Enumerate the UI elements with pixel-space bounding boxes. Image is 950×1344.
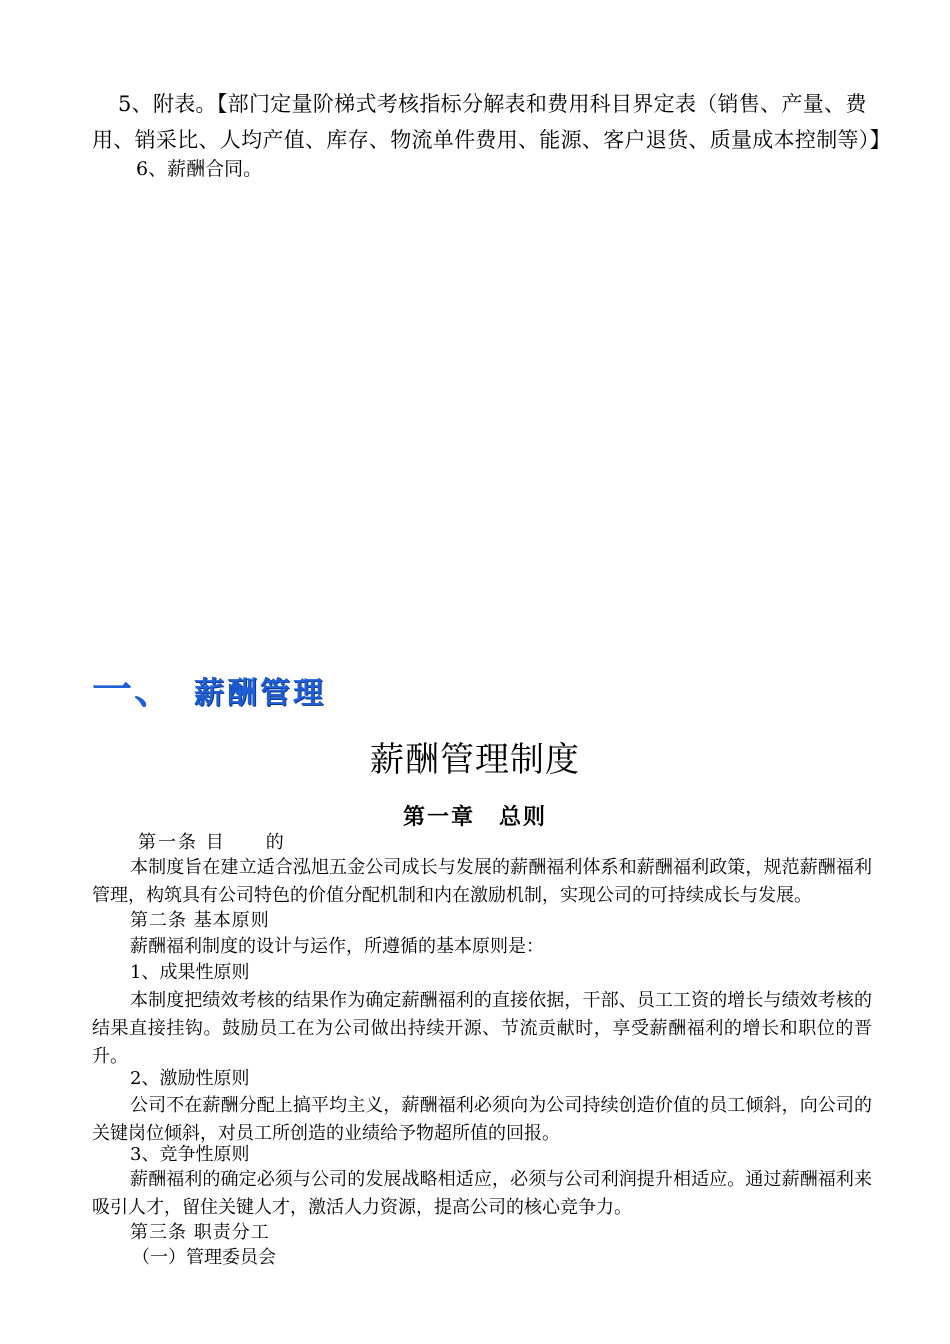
principle-3-body: 薪酬福利的确定必须与公司的发展战略相适应，必须与公司利润提升相适应。通过薪酬福利来吸引人才，留住关键人才，激活人力资源，提高公司的核心竞争力。 <box>92 1169 872 1218</box>
chapter-title: 第一章 总则 <box>402 804 547 830</box>
appendix-item-5-line2: 用、销采比、人均产值、库存、物流单件费用、能源、客户退货、质量成本控制等）】 <box>92 128 891 152</box>
principle-1-heading: 1、成果性原则 <box>130 962 250 983</box>
article-2-heading: 第二条 基本原则 <box>130 910 270 931</box>
document-title: 薪酬管理制度 <box>370 740 580 780</box>
section-title: 薪酬管理 <box>194 676 326 711</box>
article-1-body: 本制度旨在建立适合泓旭五金公司成长与发展的薪酬福利体系和薪酬福利政策，规范薪酬福利管理，构筑具有公司特色的价值分配机制和内在激励机制，实现公司的可持续成长与发展。 <box>92 857 872 906</box>
appendix-item-5-line1: 5、附表。【部门定量阶梯式考核指标分解表和费用科目界定表（销售、产量、费 <box>118 92 867 116</box>
appendix-item-6: 6、薪酬合同。 <box>136 158 263 180</box>
principle-2-body: 公司不在薪酬分配上搞平均主义，薪酬福利必须向为公司持续创造价值的员工倾斜，向公司的关键岗位倾斜，对员工所创造的业绩给予物超所值的回报。 <box>92 1095 872 1144</box>
section-number: 一、 <box>92 667 176 713</box>
principle-3-heading: 3、竞争性原则 <box>130 1144 250 1165</box>
principle-2-heading: 2、激励性原则 <box>130 1068 250 1089</box>
article-3-subsection-1: （一）管理委员会 <box>132 1247 276 1268</box>
section-header <box>92 658 326 715</box>
article-3-heading: 第三条 职责分工 <box>130 1222 270 1243</box>
article-2-intro: 薪酬福利制度的设计与运作，所遵循的基本原则是： <box>130 936 544 957</box>
article-1-heading: 第一条 目 的 <box>138 832 286 853</box>
principle-1-body: 本制度把绩效考核的结果作为确定薪酬福利的直接依据，干部、员工工资的增长与绩效考核的结果直接挂钩。鼓励员工在为公司做出持续开源、节流贡献时，享受薪酬福利的增长和职位的晋升。 <box>92 990 872 1067</box>
